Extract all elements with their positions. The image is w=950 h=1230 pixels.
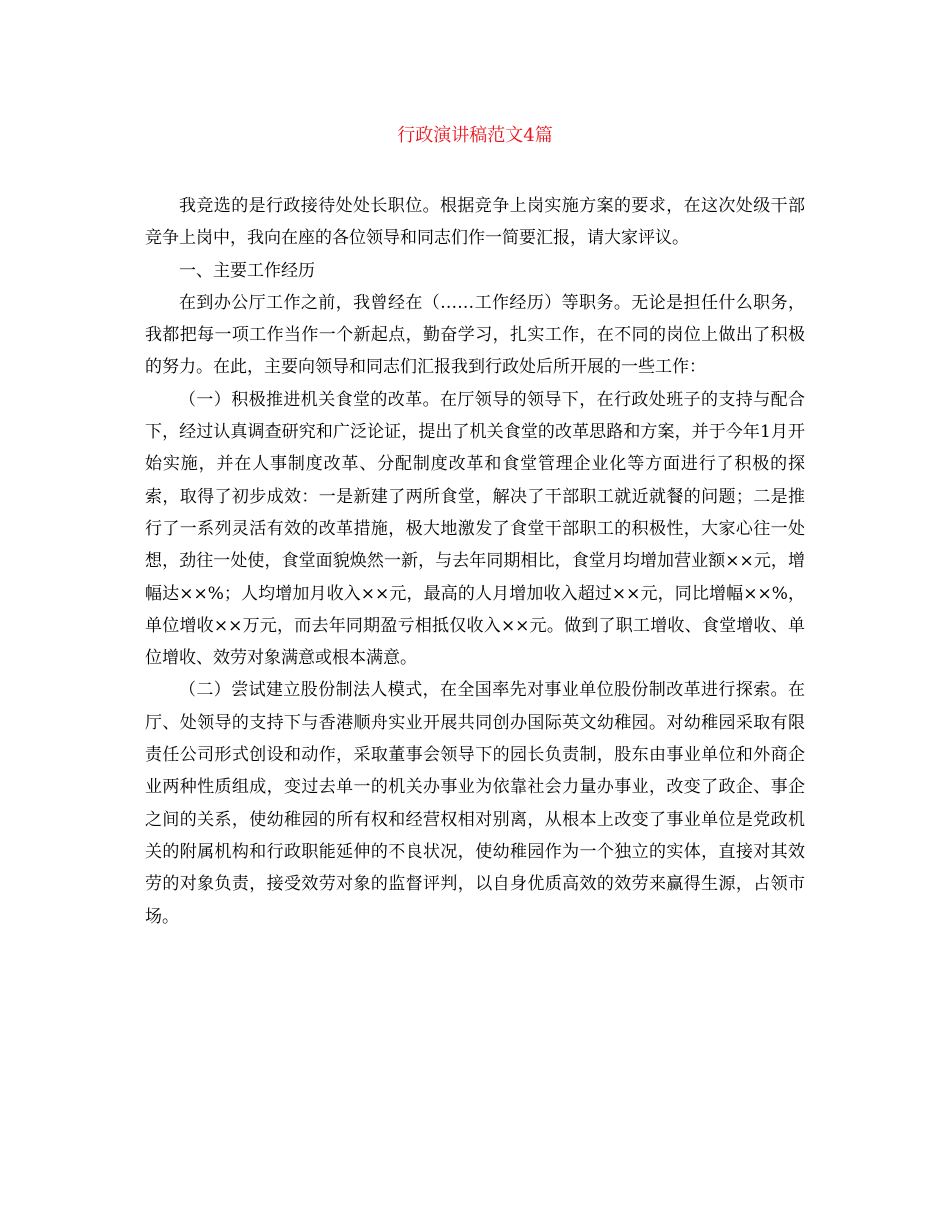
- document-title: 行政演讲稿范文4篇: [397, 125, 553, 146]
- paragraph-canteen-reform: （一）积极推进机关食堂的改革。在厅领导的领导下，在行政处班子的支持与配合下，经过认真调查研究和广泛论证，提出了机关食堂的改革思路和方案，并于今年1月开始实施，并在人事制度改革、分配制度改革和食堂管理企业化等方面进行了积极的探索，取得了初步成效：一是新建了两所食堂，解决了干部职工就近就餐的问题；二是推行了一系列灵活有效的改革措施，极大地激发了食堂干部职工的积极性，大家心往一处想，劲往一处使，食堂面貌焕然一新，与去年同期相比，食堂月均增加营业额××元，增幅达××%；人均增加月收入××元，最高的人月增加收入超过××元，同比增幅××%，单位增收××万元，而去年同期盈亏相抵仅收入××元。做到了职工增收、食堂增收、单位增收、效劳对象满意或根本满意。: [145, 389, 805, 669]
- section-heading-work-experience: 一、主要工作经历: [179, 260, 315, 281]
- paragraph-intro: 我竞选的是行政接待处处长职位。根据竞争上岗实施方案的要求，在这次处级干部竞争上岗中，我向在座的各位领导和同志们作一简要汇报，请大家评议。: [145, 196, 805, 249]
- paragraph-work-history: 在到办公厅工作之前，我曾经在（……工作经历）等职务。无论是担任什么职务，我都把每一项工作当作一个新起点，勤奋学习，扎实工作，在不同的岗位上做出了积极的努力。在此，主要向领导和同志们汇报我到行政处后所开展的一些工作：: [145, 292, 805, 378]
- paragraph-shareholding-reform: （二）尝试建立股份制法人模式，在全国率先对事业单位股份制改革进行探索。在厅、处领导的支持下与香港顺舟实业开展共同创办国际英文幼稚园。对幼稚园采取有限责任公司形式创设和动作，采取董事会领导下的园长负责制，股东由事业单位和外商企业两种性质组成，变过去单一的机关办事业为依靠社会力量办事业，改变了政企、事企之间的关系，使幼稚园的所有权和经营权相对别离，从根本上改变了事业单位是党政机关的附属机构和行政职能延伸的不良状况，使幼稚园作为一个独立的实体，直接对其效劳的对象负责，接受效劳对象的监督评判，以自身优质高效的效劳来赢得生源，占领市场。: [145, 680, 805, 927]
- document-body: [145, 190, 805, 933]
